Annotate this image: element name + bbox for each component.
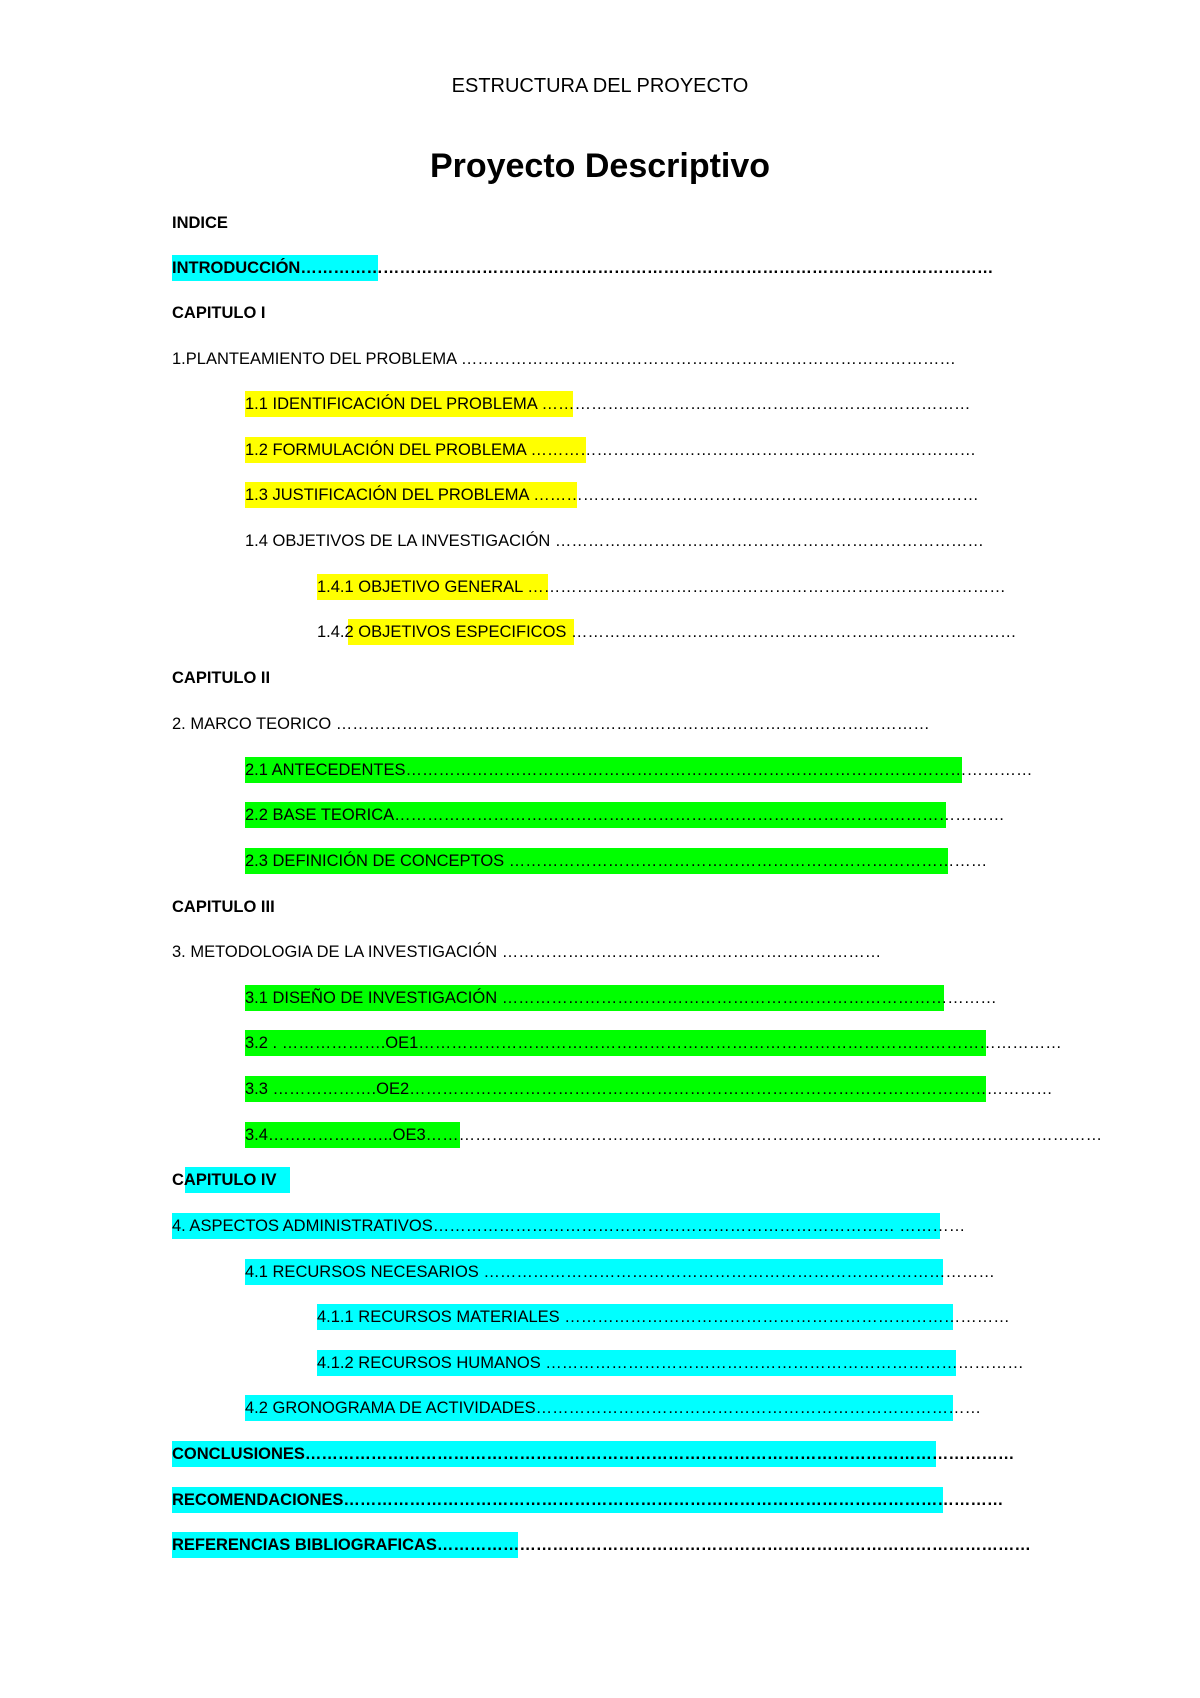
toc-entry (0, 1030, 1200, 1056)
toc-entry-text: 4. ASPECTOS ADMINISTRATIVOS………………………………………………………………………… ………… (172, 1217, 966, 1235)
toc-entry (0, 894, 1200, 920)
toc-entry (0, 711, 1200, 737)
toc-entry (0, 1076, 1200, 1102)
document-title: Proyecto Descriptivo (429, 147, 771, 185)
toc-entry-text: 2.1 ANTECEDENTES…………………………………………………………………………………………………… (245, 761, 1033, 779)
toc-entry (0, 1213, 1200, 1239)
toc-entry-text: 1.4.2 OBJETIVOS ESPECIFICOS ……………………………………………………………………… (317, 623, 1017, 641)
toc-entry-text: CAPITULO III (172, 898, 275, 916)
toc-entry-text: RECOMENDACIONES………………………………………………………………………………………………………… (172, 1491, 1004, 1509)
toc-entry (0, 619, 1200, 645)
toc-entry (0, 757, 1200, 783)
toc-entry-text: 4.1.2 RECURSOS HUMANOS …………………………………………………………………………… (317, 1354, 1024, 1372)
toc-entry-text: CAPITULO I (172, 304, 266, 322)
toc-entry-text: 3.2 . ……………….OE1……………………………………………………………………………………………………… (245, 1034, 1062, 1052)
toc-entry-text: 3.1 DISEÑO DE INVESTIGACIÓN ……………………………………………………………………………… (245, 989, 997, 1007)
toc-entry (0, 985, 1200, 1011)
toc-entry (0, 848, 1200, 874)
toc-entry (0, 665, 1200, 691)
toc-entry-text: 2. MARCO TEORICO ……………………………………………………………………………………………… (172, 715, 930, 733)
toc-entry-text: REFERENCIAS BIBLIOGRAFICAS……………………………………………………………………………………………… (172, 1536, 1031, 1554)
toc-entry-text: 4.1 RECURSOS NECESARIOS ………………………………………………………………………………… (245, 1263, 995, 1281)
toc-entry-text: 1.2 FORMULACIÓN DEL PROBLEMA ……………………………………………………………………… (245, 441, 976, 459)
toc-entry (0, 1487, 1200, 1513)
toc-entry (0, 528, 1200, 554)
toc-entry (0, 1350, 1200, 1376)
toc-entry-text: 1.4 OBJETIVOS DE LA INVESTIGACIÓN …………………………………………………………………… (245, 532, 984, 550)
toc-entry (0, 802, 1200, 828)
toc-entry-text: CAPITULO IV (172, 1171, 277, 1189)
toc-entry-text: CAPITULO II (172, 669, 271, 687)
toc-entry (0, 1441, 1200, 1467)
toc-entry (0, 346, 1200, 372)
toc-entry-text: 1.4.1 OBJETIVO GENERAL …………………………………………………………………………… (317, 578, 1006, 596)
toc-entry-text: 2.3 DEFINICIÓN DE CONCEPTOS …………………………………………………………………………… (245, 852, 988, 870)
toc-entry-text: 4.1.1 RECURSOS MATERIALES ……………………………………………………………………… (317, 1308, 1010, 1326)
toc-entry-text: 3.4…………………..OE3…………………………………………………………………………………………………………… (245, 1126, 1103, 1144)
toc-entry (0, 1259, 1200, 1285)
toc-entry-text: 3.3 ……………….OE2……………………………………………………………………………………………………… (245, 1080, 1053, 1098)
document-header: ESTRUCTURA DEL PROYECTO (451, 75, 749, 97)
toc-entry (0, 437, 1200, 463)
toc-entry-text: 1.3 JUSTIFICACIÓN DEL PROBLEMA ……………………………………………………………………… (245, 486, 979, 504)
toc-entry (0, 255, 1200, 281)
toc-entry-text: CONCLUSIONES………………………………………………………………………………………………………………… (172, 1445, 1015, 1463)
toc-entry (0, 1532, 1200, 1558)
toc-entry (0, 1167, 1200, 1193)
toc-entry (0, 574, 1200, 600)
toc-entry-text: INDICE (172, 214, 228, 232)
toc-entry-text: 2.2 BASE TEORICA………………………………………………………………………………………………… (245, 806, 1005, 824)
toc-entry (0, 482, 1200, 508)
toc-entry-text: 1.1 IDENTIFICACIÓN DEL PROBLEMA …………………………………………………………………… (245, 395, 971, 413)
toc-entry-text: 4.2 GRONOGRAMA DE ACTIVIDADES……………………………………………………………………… (245, 1399, 982, 1417)
toc-entry (0, 939, 1200, 965)
toc-entry (0, 210, 1200, 236)
toc-entry-text: INTRODUCCIÓN……………………………………………………………………………………………………………… (172, 259, 994, 277)
toc-entry (0, 1304, 1200, 1330)
toc-entry (0, 391, 1200, 417)
toc-entry (0, 1395, 1200, 1421)
toc-entry (0, 1122, 1200, 1148)
toc-entry-text: 3. METODOLOGIA DE LA INVESTIGACIÓN …………………………………………………………… (172, 943, 882, 961)
toc-entry-text: 1.PLANTEAMIENTO DEL PROBLEMA ……………………………………………………………………………… (172, 350, 956, 368)
toc-entry (0, 300, 1200, 326)
